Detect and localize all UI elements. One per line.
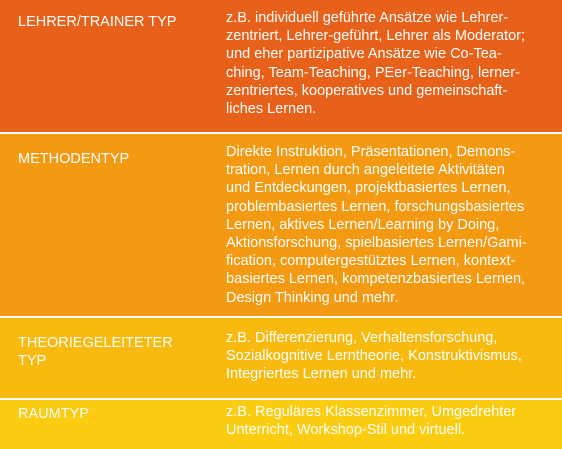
row-label: LEHRER/TRAINER TYP bbox=[18, 14, 177, 30]
row-description: z.B. individuell geführte Ansätze wie Lehrer- zentriert, Lehrer-geführt, Lehrer als Moderator; und eher partizipative Ansätze wie Co-Tea- ching, Team-Teaching, PEer-Teaching, lerner- zentriertes, kooperatives und gemeinschaft- liches Lernen. bbox=[226, 10, 525, 118]
row-description: Direkte Instruktion, Präsentationen, Demons- tration, Lernen durch angeleitete Aktivitäten und Entdeckungen, projektbasiertes Lernen, problembasiertes Lernen, forschungsbasiertes Lernen, aktives Lernen/Learning by Doing, Aktionsforschung, spielbasiertes Lernen/Gami- fication, computergestütztes Lernen, kontext- basiertes Lernen, kompetenzbasiertes Lernen, Design Thinking und mehr. bbox=[226, 144, 527, 306]
row-description: z.B. Reguläres Klassenzimmer, Umgedrehter Unterricht, Workshop-Stil und virtuell. bbox=[226, 404, 517, 439]
table-row-raumtyp bbox=[0, 400, 562, 449]
table-row-theoriegeleiteter-typ bbox=[0, 318, 562, 398]
row-description: z.B. Differenzierung, Verhaltensforschung, Sozialkognitive Lerntheorie, Konstruktivismus, Integriertes Lernen und mehr. bbox=[226, 330, 522, 383]
row-label: RAUMTYP bbox=[18, 406, 89, 422]
table-row-lehrer-trainer-typ bbox=[0, 0, 562, 132]
row-label: METHODENTYP bbox=[18, 151, 130, 167]
row-label: THEORIEGELEITETER TYP bbox=[18, 335, 173, 369]
table-row-methodentyp bbox=[0, 134, 562, 316]
